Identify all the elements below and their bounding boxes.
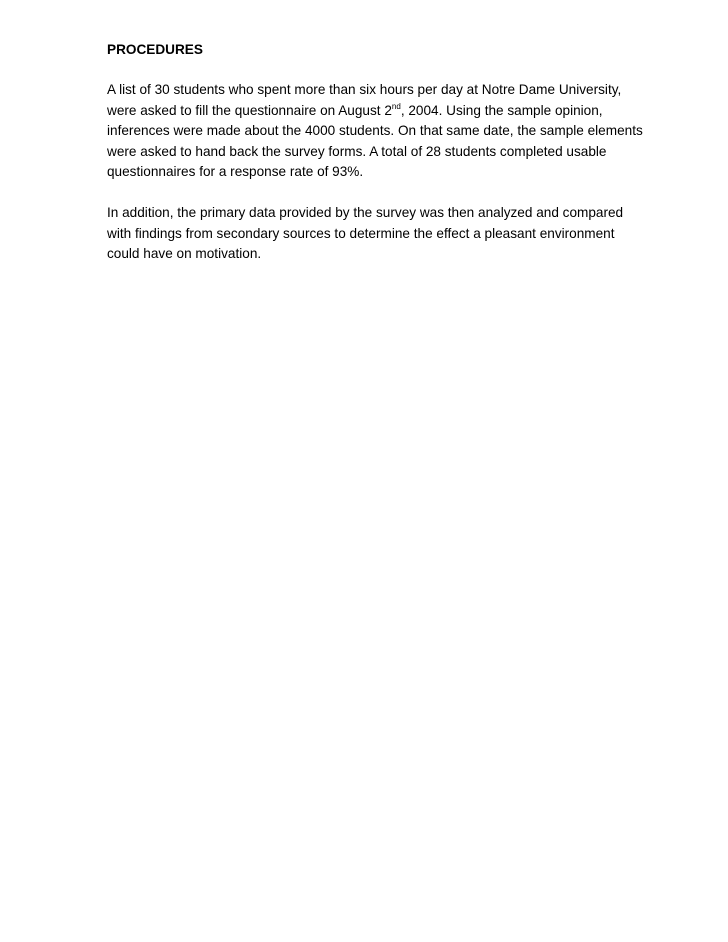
text-segment: were asked to fill the questionnaire on August 2	[107, 102, 392, 118]
ordinal-superscript: nd	[391, 101, 401, 111]
paragraph-line: could have on motivation.	[107, 246, 262, 261]
paragraph-procedures	[107, 80, 687, 183]
paragraph-analysis	[107, 203, 687, 265]
paragraph-line: were asked to hand back the survey forms. A total of 28 students completed usable	[107, 143, 607, 159]
paragraph-line: A list of 30 students who spent more than six hours per day at Notre Dame University,	[107, 82, 622, 97]
paragraph-line: inferences were made about the 4000 students. On that same date, the sample elements	[107, 123, 643, 138]
paragraph-line	[107, 101, 687, 122]
paragraph-line: questionnaires for a response rate of 93%.	[107, 164, 364, 179]
text-segment: , 2004. Using the sample opinion,	[400, 102, 603, 118]
paragraph-line: with findings from secondary sources to determine the effect a pleasant environment	[107, 225, 615, 241]
section-heading: PROCEDURES	[107, 42, 203, 57]
document-body	[107, 40, 687, 285]
paragraph-line: In addition, the primary data provided by the survey was then analyzed and compared	[107, 205, 624, 220]
